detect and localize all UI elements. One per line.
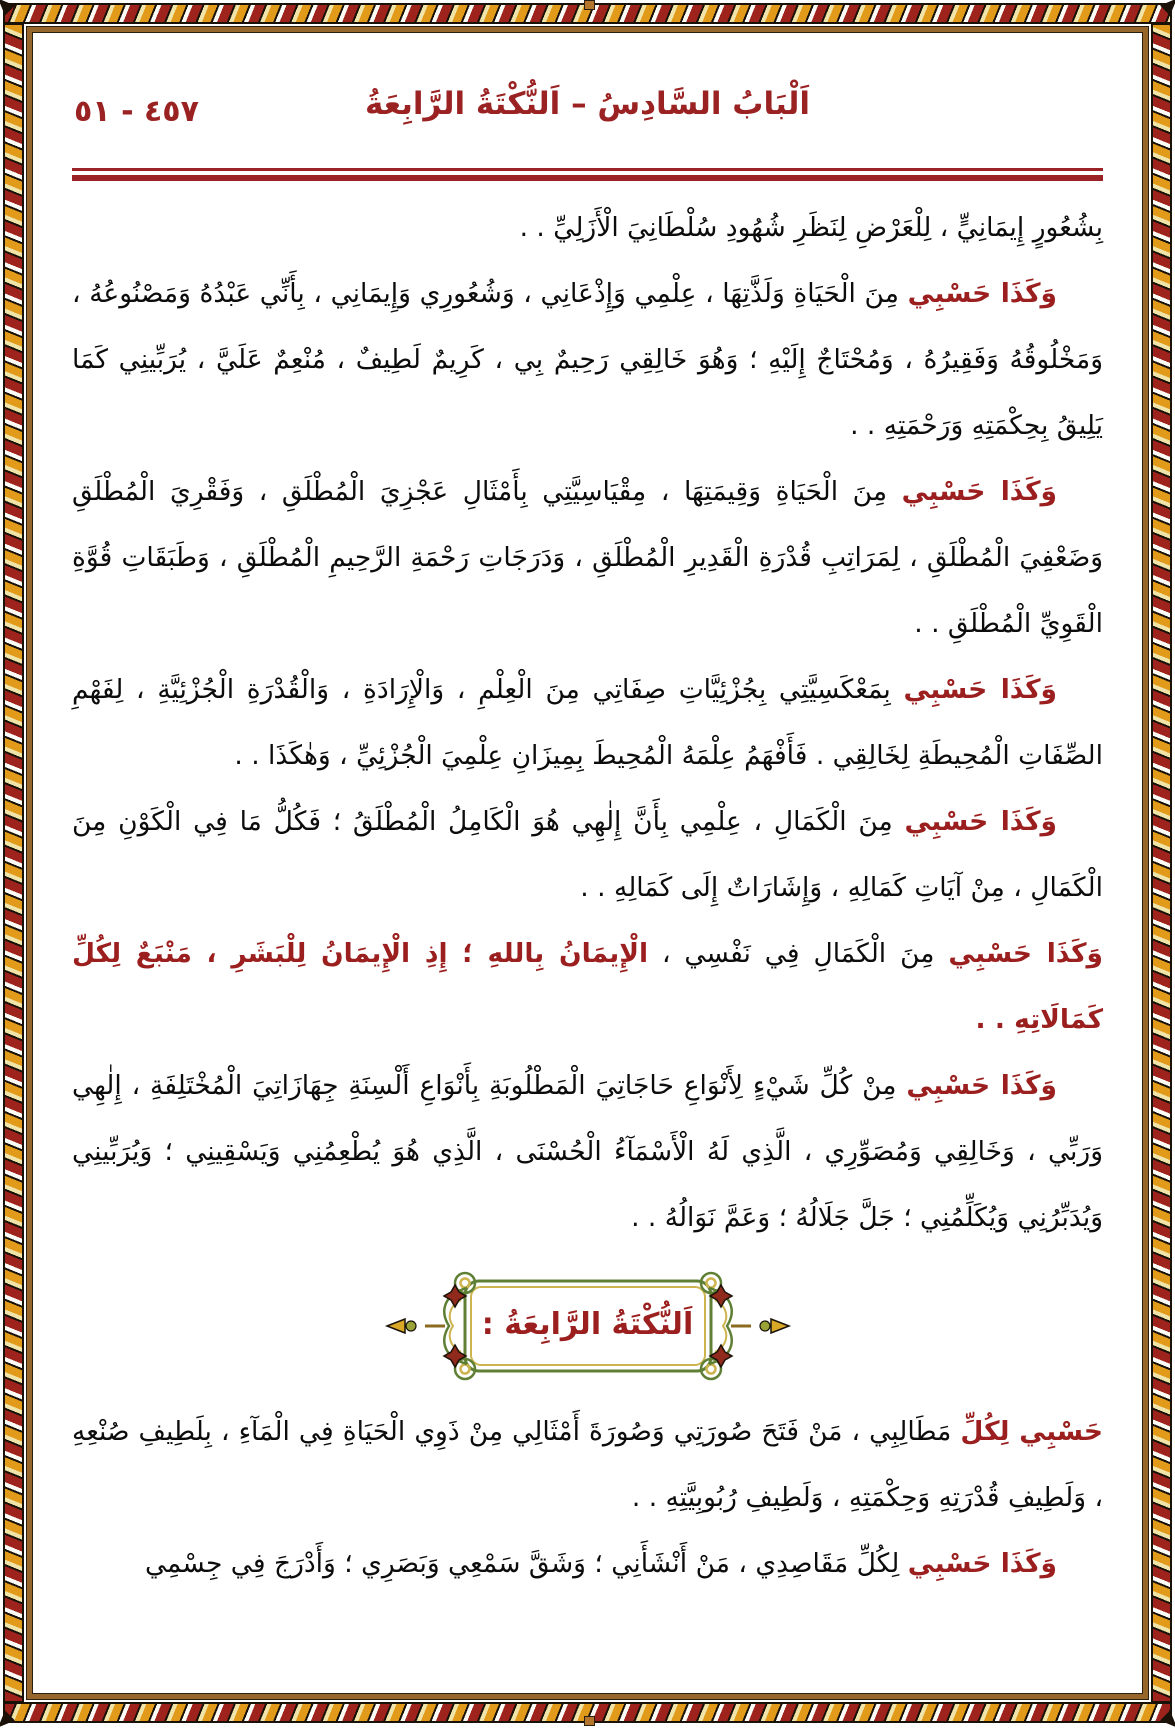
page-content bbox=[34, 34, 1141, 1692]
section-cartouche bbox=[373, 1259, 803, 1393]
paragraph-text: بِشُعُورٍ إِيمَانِيٍّ ، لِلْعَرْضِ لِنَظَرِ شُهُودِ سُلْطَانِيَ الْأَزَلِيِّ . . bbox=[519, 212, 1103, 243]
paragraph-text: بِمَعْكَسِيَّتِي بِجُزْئِيَّاتِ صِفَاتِي مِنَ الْعِلْمِ ، وَالْإِرَادَةِ ، وَالْقُدْرَةِ الْجُزْئِيَّةِ ، لِفَهْمِ الصِّفَاتِ الْمُحِيطَةِ لِخَالِقِي . فَأَفْهَمُ عِلْمَهُ الْمُحِيطَ بِمِيزَانِ عِلْمِيَ الْجُزْئِيِّ ، وَهٰكَذَا . . bbox=[72, 674, 1103, 771]
paragraph bbox=[72, 195, 1103, 261]
highlight-text: وَكَذَا حَسْبِي bbox=[904, 806, 1057, 837]
border-center-tick bbox=[584, 1716, 595, 1726]
paragraph bbox=[72, 657, 1103, 789]
paragraph bbox=[72, 261, 1103, 459]
header-divider bbox=[72, 168, 1103, 181]
highlight-text: وَكَذَا حَسْبِي bbox=[901, 476, 1057, 507]
highlight-text: وَكَذَا حَسْبِي bbox=[906, 1070, 1057, 1101]
page-title: اَلْبَابُ السَّادِسُ – اَلنُّكْتَةُ الرَّابِعَةُ bbox=[364, 86, 811, 122]
highlight-text: وَكَذَا حَسْبِي bbox=[907, 1548, 1057, 1579]
page-number: ٤٥٧ - ٥١ bbox=[74, 94, 199, 129]
paragraph bbox=[72, 1053, 1103, 1251]
paragraph bbox=[72, 789, 1103, 921]
paragraph bbox=[72, 921, 1103, 1053]
ornamental-border-right bbox=[1151, 23, 1172, 1703]
page-header bbox=[72, 60, 1103, 162]
paragraph-text: مِنَ الْحَيَاةِ وَقِيمَتِهَا ، مِقْيَاسِيَّتِي بِأَمْثَالِ عَجْزِيَ الْمُطْلَقِ ، وَفَقْرِيَ الْمُطْلَقِ وَضَعْفِيَ الْمُطْلَقِ ، لِمَرَاتِبِ قُدْرَةِ الْقَدِيرِ الْمُطْلَقِ ، وَدَرَجَاتِ رَحْمَةِ الرَّحِيمِ الْمُطْلَقِ ، وَطَبَقَاتِ قُوَّةِ الْقَوِيِّ الْمُطْلَقِ . . bbox=[72, 476, 1103, 639]
paragraph-text: مِنْ كُلِّ شَيْءٍ لِأَنْوَاعِ حَاجَاتِيَ الْمَطْلُوبَةِ بِأَنْوَاعِ أَلْسِنَةِ جِهَازَاتِيَ الْمُخْتَلِفَةِ ، إِلٰهِي وَرَبِّي ، وَخَالِقِي وَمُصَوِّرِي ، الَّذِي لَهُ الْأَسْمَآءُ الْحُسْنَى ، الَّذِي هُوَ يُطْعِمُنِي وَيَسْقِينِي ؛ وَيُرَبِّينِي وَيُدَبِّرُنِي وَيُكَلِّمُنِي ؛ جَلَّ جَلَالُهُ ؛ وَعَمَّ نَوَالُهُ . . bbox=[72, 1070, 1103, 1233]
divider-thick-line bbox=[72, 175, 1103, 181]
paragraph bbox=[72, 1399, 1103, 1531]
highlight-text: الْإِيمَانُ بِاللهِ ؛ إِذِ الْإِيمَانُ لِلْبَشَرِ ، مَنْبَعٌ لِكُلِّ كَمَالَاتِهِ . . bbox=[72, 938, 1103, 1035]
highlight-text: وَكَذَا حَسْبِي bbox=[907, 278, 1057, 309]
paragraph-text: مِنَ الْحَيَاةِ وَلَذَّتِهَا ، عِلْمِي وَإِذْعَانِي ، وَشُعُورِي وَإِيمَانِي ، بِأَنِّي عَبْدُهُ وَمَصْنُوعُهُ ، وَمَخْلُوقُهُ وَفَقِيرُهُ ، وَمُحْتَاجٌ إِلَيْهِ ؛ وَهُوَ خَالِقِي رَحِيمٌ بِي ، كَرِيمٌ لَطِيفٌ ، مُنْعِمٌ عَلَيَّ ، يُرَبِّينِي كَمَا يَلِيقُ بِحِكْمَتِهِ وَرَحْمَتِهِ . . bbox=[72, 278, 1103, 441]
paragraph-text: لِكُلِّ مَقَاصِدِي ، مَنْ أَنْشَأَنِي ؛ وَشَقَّ سَمْعِي وَبَصَرِي ؛ وَأَدْرَجَ فِي جِسْمِي bbox=[144, 1548, 908, 1579]
paragraph-text: مِنَ الْكَمَالِ فِي نَفْسِي ، bbox=[648, 938, 949, 969]
paragraph bbox=[72, 459, 1103, 657]
paragraph bbox=[72, 1531, 1103, 1597]
highlight-text: وَكَذَا حَسْبِي bbox=[948, 938, 1103, 969]
highlight-text: حَسْبِي لِكُلِّ bbox=[960, 1416, 1104, 1447]
paragraph-text: مِنَ الْكَمَالِ ، عِلْمِي بِأَنَّ إِلٰهِي هُوَ الْكَامِلُ الْمُطْلَقُ ؛ فَكُلُّ مَا فِي الْكَوْنِ مِنَ الْكَمَالِ ، مِنْ آيَاتِ كَمَالِهِ ، وَإِشَارَاتٌ إِلَى كَمَالِهِ . . bbox=[72, 806, 1103, 903]
paragraph-text: مَطَالِبِي ، مَنْ فَتَحَ صُورَتِي وَصُورَةَ أَمْثَالِي مِنْ ذَوِي الْحَيَاةِ فِي الْمَآءِ ، بِلَطِيفِ صُنْعِهِ ، وَلَطِيفِ قُدْرَتِهِ وَحِكْمَتِهِ ، وَلَطِيفِ رُبُوبِيَّتِهِ . . bbox=[72, 1416, 1103, 1513]
border-center-tick bbox=[584, 0, 595, 10]
highlight-text: وَكَذَا حَسْبِي bbox=[903, 674, 1057, 705]
body-text bbox=[72, 195, 1103, 1597]
ornamental-border-left bbox=[3, 23, 24, 1703]
section-title: اَلنُّكْتَةُ الرَّابِعَةُ : bbox=[481, 1307, 694, 1342]
